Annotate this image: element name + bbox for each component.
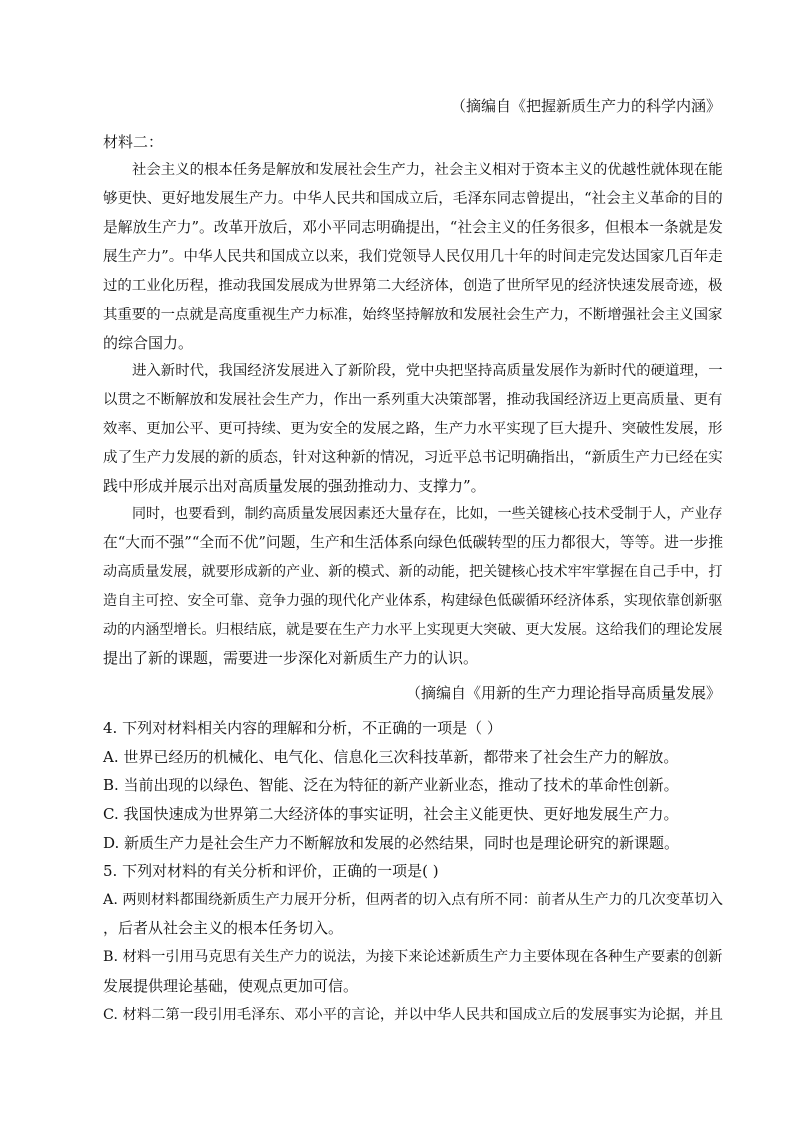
question-4-option-c: C. 我国快速成为世界第二大经济体的事实证明，社会主义能更快、更好地发展生产力。 bbox=[103, 805, 679, 823]
paragraph-1-line: 展生产力”。中华人民共和国成立以来，我们党领导人民仅用几十年的时间走完发达国家几百年走 bbox=[103, 248, 723, 265]
source-citation-2: （摘编自《用新的生产力理论指导高质量发展》 bbox=[405, 684, 721, 702]
question-4-option-d: D. 新质生产力是社会生产力不断解放和发展的必然结果，同时也是理论研究的新课题。 bbox=[103, 834, 680, 852]
paragraph-1-line: 够更快、更好地发展生产力。中华人民共和国成立后，毛泽东同志曾提出，“社会主义革命的目的 bbox=[103, 190, 723, 207]
question-5-option-a-cont: ，后者从社会主义的根本任务切入。 bbox=[103, 919, 344, 937]
source-citation-1: （摘编自《把握新质生产力的科学内涵》 bbox=[450, 97, 721, 115]
paragraph-2-line: 成了生产力发展的新的质态，针对这种新的情况，习近平总书记明确指出，“新质生产力已经在实 bbox=[103, 449, 723, 466]
question-5-stem: 5. 下列对材料的有关分析和评价，正确的一项是( ) bbox=[103, 862, 439, 880]
paragraph-3-line: 动的内涵型增长。归根结底，就是要在生产力水平上实现更大突破、更大发展。这给我们的理论发展 bbox=[103, 622, 723, 638]
paragraph-3-line: 同时，也要看到，制约高质量发展因素还大量存在，比如，一些关键核心技术受制于人，产业存 bbox=[132, 506, 723, 522]
question-5-option-a: A. 两则材料都围绕新质生产力展开分析，但两者的切入点有所不同：前者从生产力的几次变革切入 bbox=[103, 892, 723, 908]
question-5-option-b: B. 材料一引用马克思有关生产力的说法，为接下来论述新质生产力主要体现在各种生产要素的创新 bbox=[103, 949, 723, 965]
paragraph-2-line: 进入新时代，我国经济发展进入了新阶段，党中央把坚持高质量发展作为新时代的硬道理，一 bbox=[132, 363, 723, 379]
question-4-option-a: A. 世界已经历的机械化、电气化、信息化三次科技革新，都带来了社会生产力的解放。 bbox=[103, 748, 679, 766]
paragraph-3-line: 提出了新的课题，需要进一步深化对新质生产力的认识。 bbox=[103, 649, 479, 667]
paragraph-1-line: 社会主义的根本任务是解放和发展社会生产力，社会主义相对于资本主义的优越性就体现在能 bbox=[132, 162, 723, 178]
paragraph-3-line: 造自主可控、安全可靠、竞争力强的现代化产业体系，构建绿色低碳循环经济体系，实现依靠创新驱 bbox=[103, 593, 723, 609]
paragraph-1-line: 其重要的一点就是高度重视生产力标准，始终坚持解放和发展社会生产力，不断增强社会主义国家 bbox=[103, 307, 723, 323]
paragraph-3-line: 在“大而不强”“全而不优”问题，生产和生活体系向绿色低碳转型的压力都很大，等等。进一步推 bbox=[103, 534, 724, 551]
material-2-heading: 材料二： bbox=[103, 133, 164, 151]
paragraph-3-line: 动高质量发展，就要形成新的产业、新的模式、新的动能，把关键核心技术牢牢掌握在自己手中，打 bbox=[103, 564, 723, 580]
paragraph-1-line: 的综合国力。 bbox=[103, 334, 194, 352]
paragraph-1-line: 过的工业化历程，推动我国发展成为世界第二大经济体，创造了世所罕见的经济快速发展奇迹，极 bbox=[103, 278, 723, 294]
question-4-stem: 4. 下列对材料相关内容的理解和分析，不正确的一项是（ ） bbox=[103, 719, 502, 737]
paragraph-2-line: 效率、更加公平、更可持续、更为安全的发展之路，生产力水平实现了巨大提升、突破性发展，形 bbox=[103, 421, 723, 437]
paragraph-1-line: 是解放生产力”。改革开放后，邓小平同志明确提出，“社会主义的任务很多，但根本一条就是发 bbox=[103, 219, 723, 236]
question-5-option-b-cont: 发展提供理论基础，使观点更加可信。 bbox=[103, 977, 359, 995]
paragraph-2-line: 以贯之不断解放和发展社会生产力，作出一系列重大决策部署，推动我国经济迈上更高质量、更有 bbox=[103, 392, 723, 408]
question-5-option-c: C. 材料二第一段引用毛泽东、邓小平的言论，并以中华人民共和国成立后的发展事实为论据，并且 bbox=[103, 1007, 723, 1023]
question-4-option-b: B. 当前出现的以绿色、智能、泛在为特征的新产业新业态，推动了技术的革命性创新。 bbox=[103, 776, 679, 794]
paragraph-2-line: 践中形成并展示出对高质量发展的强劲推动力、支撑力”。 bbox=[103, 477, 486, 495]
